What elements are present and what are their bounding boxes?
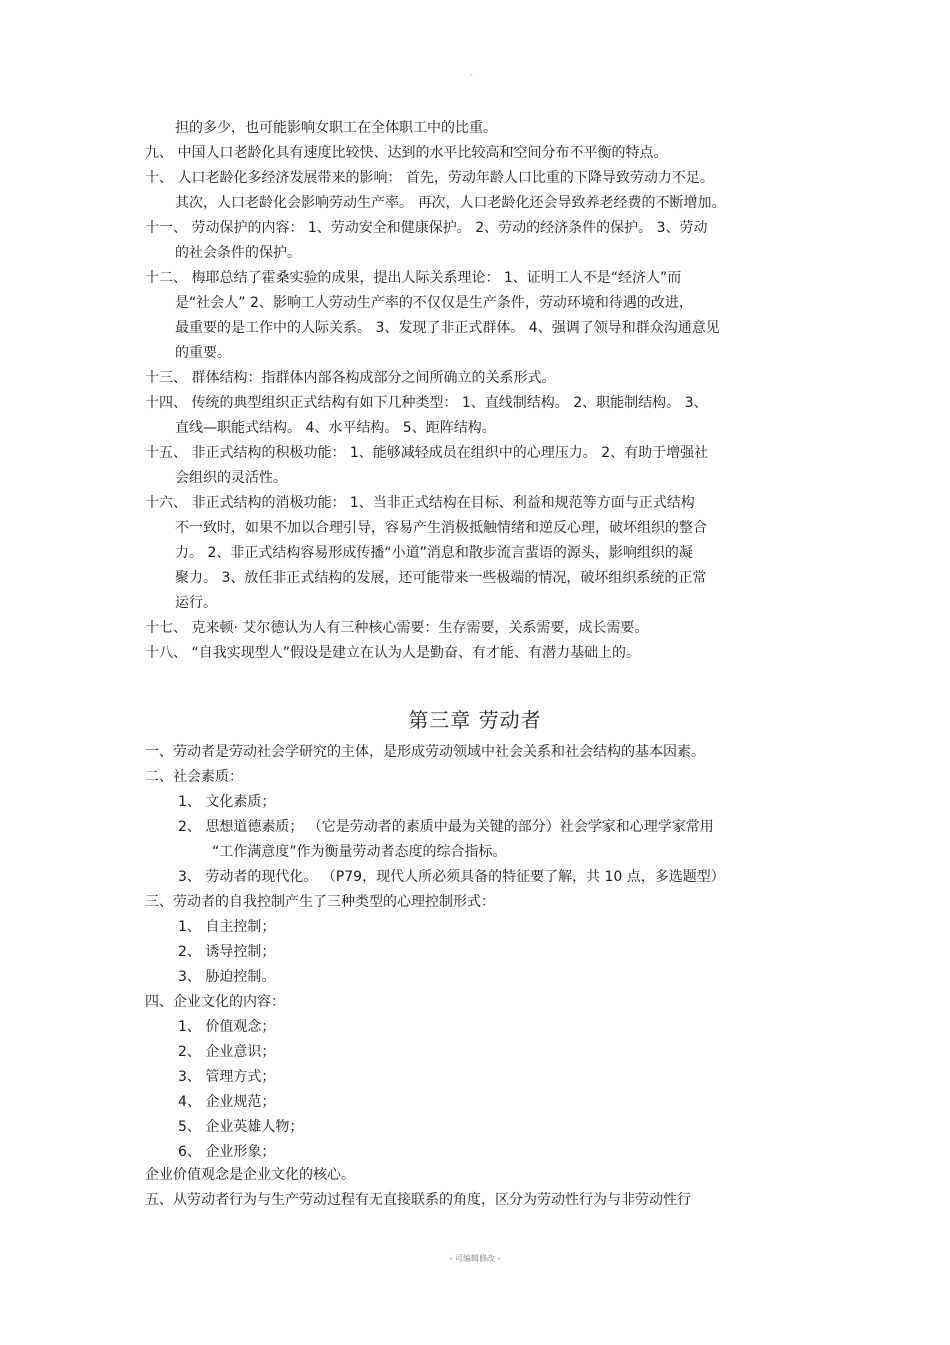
text-line: 三、劳动者的自我控制产生了三种类型的心理控制形式： (145, 894, 495, 910)
text-line: 十八、 “自我实现型人”假设是建立在认为人是勤奋、有才能、有潜力基础上的。 (145, 645, 640, 661)
text-line: 会组织的灵活性。 (175, 470, 287, 486)
list-item: 2、 企业意识； (178, 1044, 276, 1060)
text-line: 力。 2、非正式结构容易形成传播“小道”消息和散步流言蜚语的源头，影响组织的凝 (175, 545, 693, 561)
text-line: 直线—职能式结构。 4、水平结构。 5、距阵结构。 (175, 420, 496, 436)
text-line: 十七、 克来顿· 艾尔德认为人有三种核心需要：生存需要，关系需要，成长需要。 (145, 620, 649, 636)
text-line: “工作满意度”作为衡量劳动者态度的综合指标。 (212, 844, 507, 860)
text-line: 十二、 梅耶总结了霍桑实验的成果，提出人际关系理论： 1、证明工人不是“经济人”而 (145, 270, 682, 286)
list-item: 2、 思想道德素质； （它是劳动者的素质中最为关键的部分）社会学家和心理学家常用 (178, 819, 714, 835)
text-line: 十、 人口老龄化多经济发展带来的影响： 首先，劳动年龄人口比重的下降导致劳动力不足。 (145, 170, 714, 186)
text-line: 十三、 群体结构：指群体内部各构成部分之间所确立的关系形式。 (145, 370, 556, 386)
text-line: 最重要的是工作中的人际关系。 3、发现了非正式群体。 4、强调了领导和群众沟通意见 (175, 320, 720, 336)
list-item: 1、 价值观念； (178, 1019, 276, 1035)
chapter-title: 第三章 劳动者 (408, 708, 542, 732)
text-line: 是“社会人” 2、影响工人劳动生产率的不仅仅是生产条件，劳动环境和待遇的改进， (175, 295, 693, 311)
list-item: 1、 文化素质； (178, 794, 276, 810)
text-line: 十一、 劳动保护的内容： 1、劳动安全和健康保护。 2、劳动的经济条件的保护。 3、劳动 (145, 220, 708, 236)
text-line: 一、劳动者是劳动社会学研究的主体，是形成劳动领域中社会关系和社会结构的基本因素。 (145, 744, 705, 760)
header-mark: - (470, 70, 473, 79)
text-line: 担的多少，也可能影响女职工在全体职工中的比重。 (175, 120, 497, 136)
text-line: 企业价值观念是企业文化的核心。 (145, 1167, 355, 1183)
text-line: 二、社会素质： (145, 769, 243, 785)
text-line: 的重要。 (175, 345, 231, 361)
list-item: 3、 胁迫控制。 (178, 969, 276, 985)
text-line: 五、从劳动者行为与生产劳动过程有无直接联系的角度，区分为劳动性行为与非劳动性行 (145, 1192, 691, 1208)
list-item: 5、 企业英雄人物； (178, 1119, 304, 1135)
text-line: 的社会条件的保护。 (175, 245, 301, 261)
text-line: 聚力。 3、放任非正式结构的发展，还可能带来一些极端的情况，破坏组织系统的正常 (175, 570, 707, 586)
list-item: 2、 诱导控制； (178, 944, 276, 960)
text-line: 运行。 (175, 595, 217, 611)
text-line: 四、企业文化的内容： (145, 994, 285, 1010)
list-item: 3、 管理方式； (178, 1069, 276, 1085)
list-item: 6、 企业形象； (178, 1144, 276, 1160)
text-line: 其次，人口老龄化会影响劳动生产率。 再次，人口老龄化还会导致养老经费的不断增加。 (175, 195, 726, 211)
text-line: 十四、 传统的典型组织正式结构有如下几种类型： 1、直线制结构。 2、职能制结构。 3、 (145, 395, 708, 411)
list-item: 4、 企业规范； (178, 1094, 276, 1110)
text-line: 十六、 非正式结构的消极功能： 1、当非正式结构在目标、利益和规范等方面与正式结构 (145, 495, 695, 511)
text-line: 十五、 非正式结构的积极功能： 1、能够减轻成员在组织中的心理压力。 2、有助于增强社 (145, 445, 709, 461)
text-line: 九、 中国人口老龄化具有速度比较快、达到的水平比较高和空间分布不平衡的特点。 (145, 145, 668, 161)
list-item: 1、 自主控制； (178, 919, 276, 935)
footer-note: - 可编辑修改 - (449, 1254, 501, 1263)
list-item: 3、 劳动者的现代化。 （P79，现代人所必须具备的特征要了解，共 10 点，多选题型） (178, 869, 725, 885)
text-line: 不一致时，如果不加以合理引导，容易产生消极抵触情绪和逆反心理，破坏组织的整合 (175, 520, 707, 536)
